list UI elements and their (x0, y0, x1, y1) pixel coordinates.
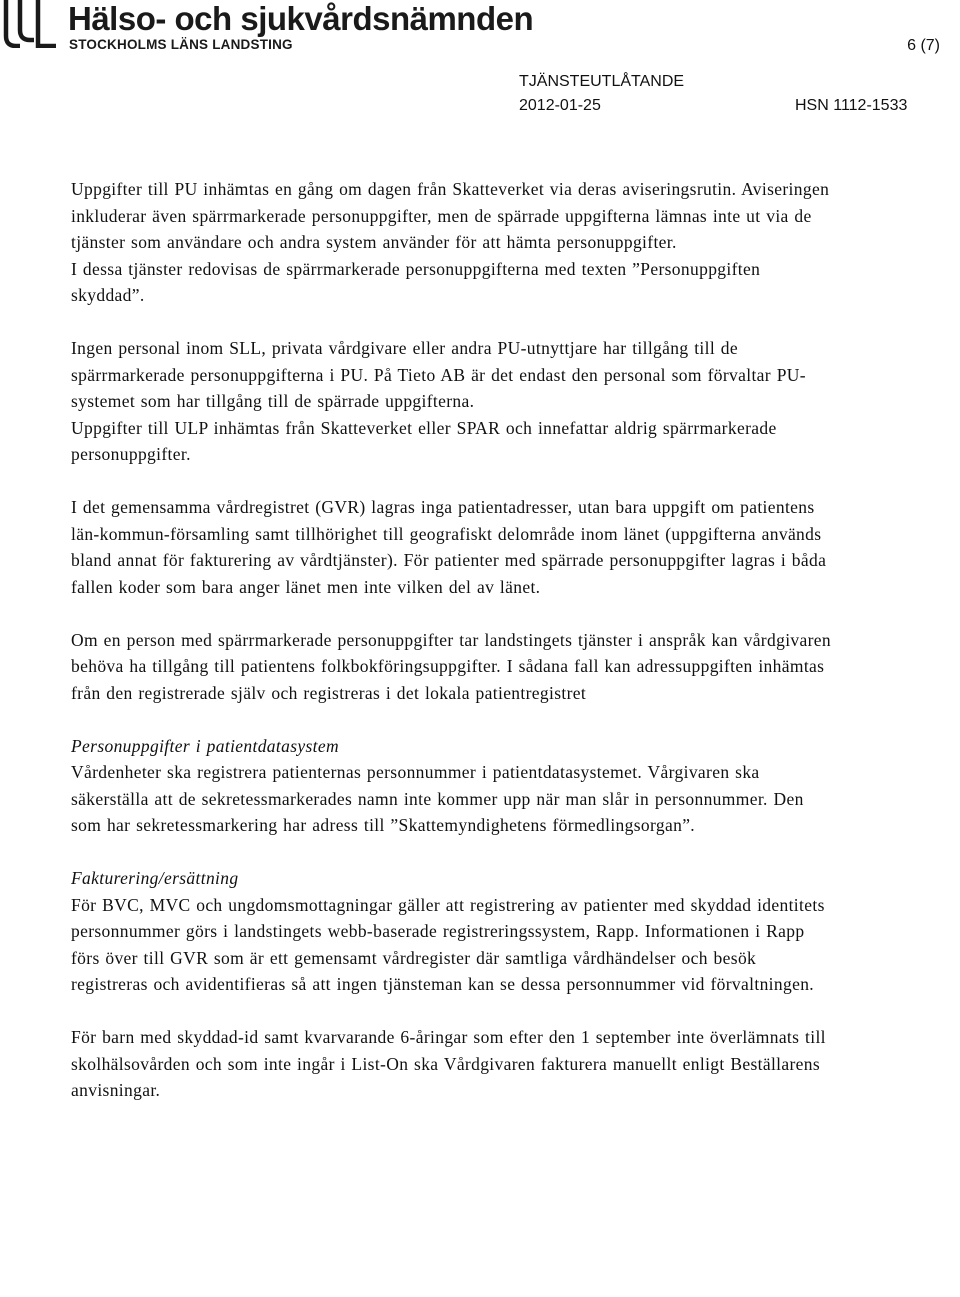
paragraph: Uppgifter till ULP inhämtas från Skatteverket eller SPAR och innefattar aldrig spärrmarkerade personuppgifter. (71, 417, 777, 464)
paragraph: Om en person med spärrmarkerade personuppgifter tar landstingets tjänster i anspråk kan vårdgivaren behöva ha tillgång till patientens folkbokföringsuppgifter. I sådana fall kan adressuppgiften inhämtas från den registrerade själv och registreras i det lokala patientregistret (71, 629, 832, 703)
page-number: 6 (7) (907, 37, 940, 54)
sll-logo-icon (2, 0, 56, 48)
document-reference: HSN 1112-1533 (795, 97, 908, 114)
paragraph: Uppgifter till PU inhämtas en gång om dagen från Skatteverket via deras aviseringsrutin. Aviseringen inkluderar även spärrmarkerade personuppgifter, men de spärrade uppgifterna lämnas inte ut via de tjänster som användare och andra system använder för att hämta personuppgifter. (71, 179, 830, 252)
paragraph: Ingen personal inom SLL, privata vårdgivare eller andra PU-utnyttjare har tillgång till de spärrmarkerade personuppgifterna i PU. På Tieto AB är det endast den personal som förvaltar PU-systemet som har tillgång till de spärrade uppgifterna. (71, 338, 806, 411)
paragraph: I dessa tjänster redovisas de spärrmarkerade personuppgifterna med texten ”Personuppgiften skyddad”. (71, 258, 761, 305)
section-heading: Personuppgifter i patientdatasystem (71, 735, 339, 756)
paragraph: I det gemensamma vårdregistret (GVR) lagras inga patientadresser, utan bara uppgift om patientens län-kommun-församling samt tillhörighet till geografiskt delområde inom länet (uppgifterna används bland annat för fakturering av vårdtjänster). För patienter med spärrade personuppgifter lagras i båda fallen koder som bara anger länet men inte vilken del av länet. (71, 497, 827, 597)
paragraph: För barn med skyddad-id samt kvarvarande 6-åringar som efter den 1 september inte överlämnats till skolhälsovården och som inte ingår i List-On ska Vårdgivaren fakturera manuellt enligt Beställarens anvisningar. (71, 1027, 826, 1100)
section-heading: Fakturering/ersättning (71, 868, 239, 888)
organization-name: Hälso- och sjukvårdsnämnden (68, 0, 534, 37)
document-type: TJÄNSTEUTLÅTANDE (519, 73, 685, 90)
paragraph: För BVC, MVC och ungdomsmottagningar gäller att registrering av patienter med skyddad identitets personnummer görs i landstingets webb-baserade registreringssystem, Rapp. Informationen i Rapp förs över till GVR som är ett gemensamt vårdregister där samtliga vårdhändelser och besök registreras och avidentifieras så att ingen tjänsteman kan se dessa personnummer vid förvaltningen. (71, 894, 825, 994)
letterhead (0, 0, 534, 60)
paragraph: Vårdenheter ska registrera patienternas personnummer i patientdatasystemet. Vårgivaren ska säkerställa att de sekretessmarkerades namn inte kommer upp när man slår in personnummer. Den som har sekretessmarkering har adress till ”Skattemyndighetens förmedlingsorgan”. (71, 762, 804, 835)
organization-subtitle: STOCKHOLMS LÄNS LANDSTING (69, 37, 293, 52)
document-date: 2012-01-25 (519, 97, 601, 114)
document-body (71, 176, 831, 1104)
